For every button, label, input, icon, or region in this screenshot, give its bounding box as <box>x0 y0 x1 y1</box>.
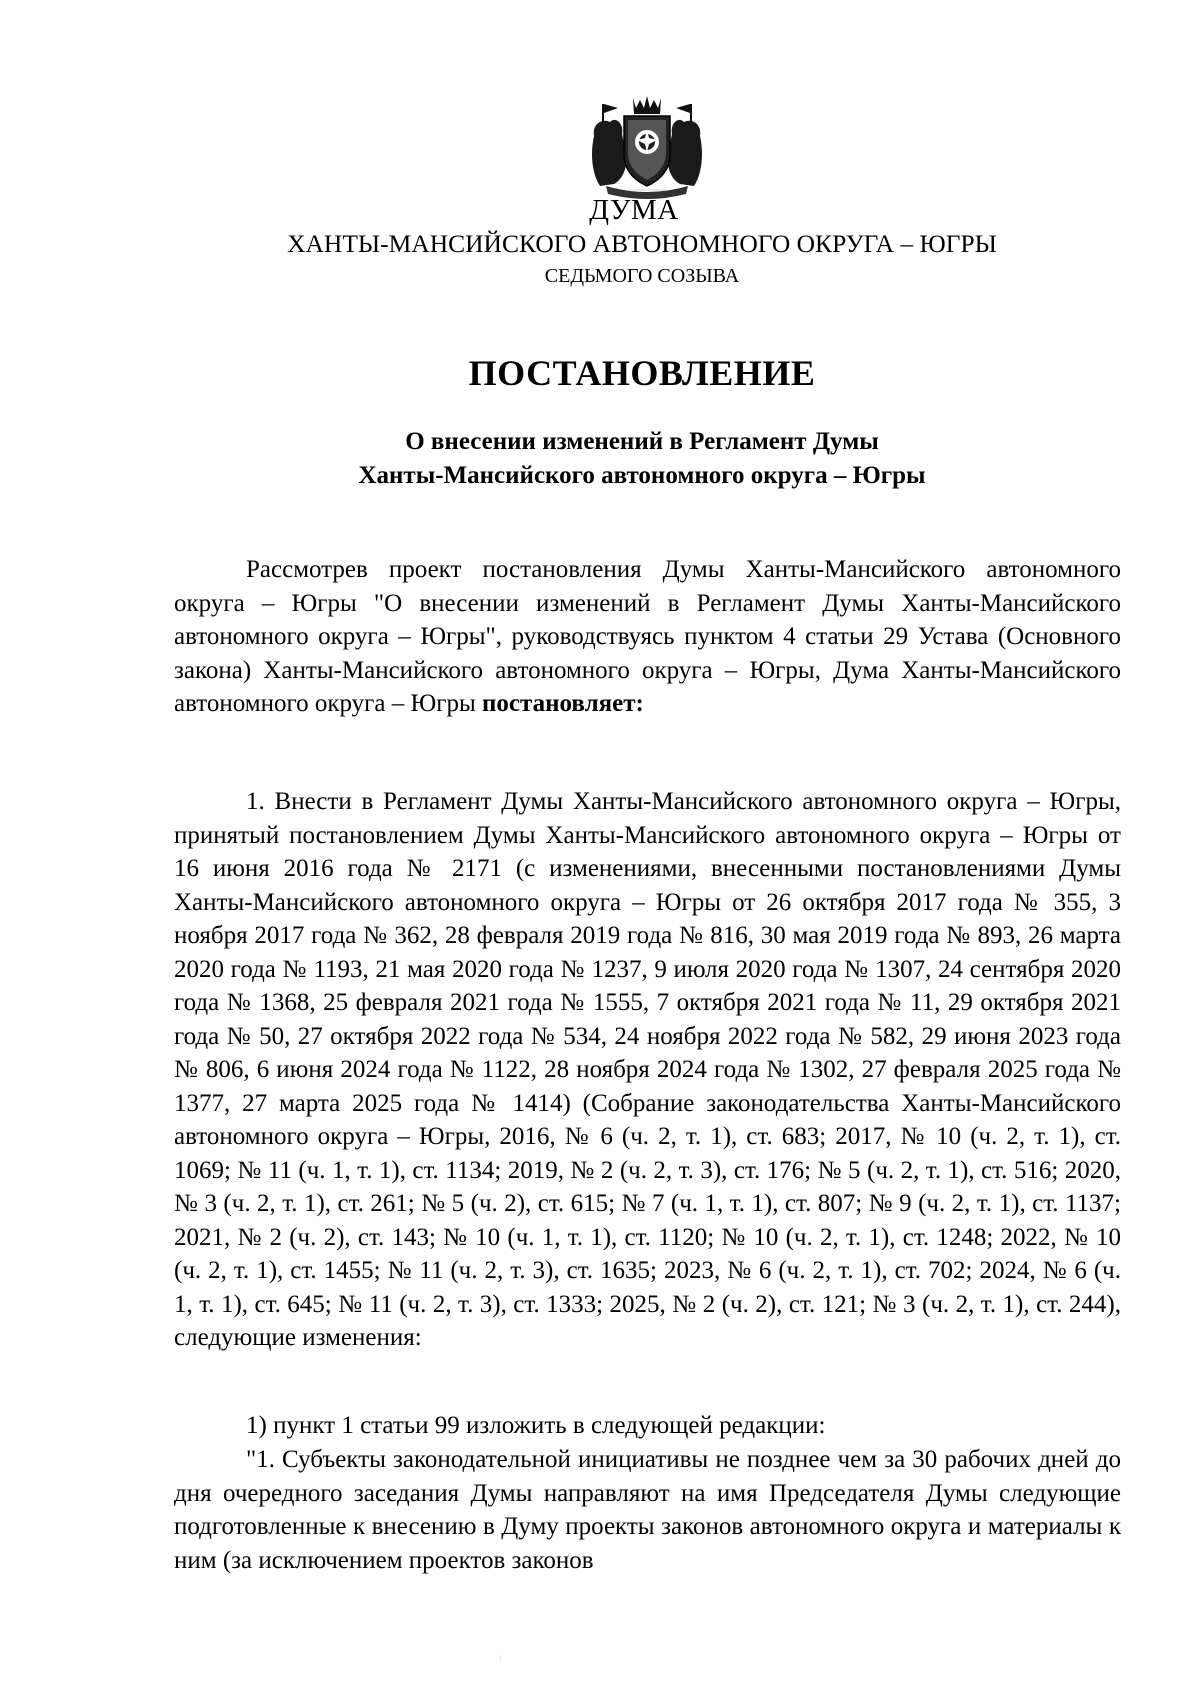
scan-mark <box>500 1655 501 1661</box>
coat-of-arms-icon <box>588 94 706 200</box>
preamble-text: Рассмотрев проект постановления Думы Ханты-Мансийского автономного округа – Югры "О внесении изменений в Регламент Думы Ханты-Мансийского автономного округа – Югры", руководствуясь пунктом 4 статьи 29 Устава (Основного закона) Ханты-Мансийского автономного округа – Югры, Дума Ханты-Мансийского автономного округа – Югры <box>174 556 1121 717</box>
document-subject-line-2: Ханты-Мансийского автономного округа – Югры <box>358 462 926 489</box>
org-region: ХАНТЫ-МАНСИЙСКОГО АВТОНОМНОГО ОКРУГА – ЮГРЫ <box>287 229 997 258</box>
preamble-decision: постановляет: <box>482 690 644 717</box>
org-convocation: СЕДЬМОГО СОЗЫВА <box>544 265 740 287</box>
preamble-paragraph <box>174 553 1121 721</box>
org-title: ДУМА <box>589 194 679 226</box>
item-1-paragraph: 1. Внести в Регламент Думы Ханты-Мансийского автономного округа – Югры, принятый постановлением Думы Ханты-Мансийского автономного округа – Югры от 16 июня 2016 года № 2171 (с изменениями, внесенными постановлениями Думы Ханты-Мансийского автономного округа – Югры от 26 октября 2017 года № 355, 3 ноября 2017 года № 362, 28 февраля 2019 года № 816, 30 мая 2019 года № 893, 26 марта 2020 года № 1193, 21 мая 2020 года № 1237, 9 июля 2020 года № 1307, 24 сентября 2020 года № 1368, 25 февраля 2021 года № 1555, 7 октября 2021 года № 11, 29 октября 2021 года № 50, 27 октября 2022 года № 534, 24 ноября 2022 года № 582, 29 июня 2023 года № 806, 6 июня 2024 года № 1122, 28 ноября 2024 года № 1302, 27 февраля 2025 года № 1377, 27 марта 2025 года № 1414) (Собрание законодательства Ханты-Мансийского автономного округа – Югры, 2016, № 6 (ч. 2, т. 1), ст. 683; 2017, № 10 (ч. 2, т. 1), ст. 1069; № 11 (ч. 1, т. 1), ст. 1134; 2019, № 2 (ч. 2, т. 3), ст. 176; № 5 (ч. 2, т. 1), ст. 516; 2020, № 3 (ч. 2, т. 1), ст. 261; № 5 (ч. 2), ст. 615; № 7 (ч. 1, т. 1), ст. 807; № 9 (ч. 2, т. 1), ст. 1137; 2021, № 2 (ч. 2), ст. 143; № 10 (ч. 1, т. 1), ст. 1120; № 10 (ч. 2, т. 1), ст. 1248; 2022, № 10 (ч. 2, т. 1), ст. 1455; № 11 (ч. 2, т. 3), ст. 1635; 2023, № 6 (ч. 2, т. 1), ст. 702; 2024, № 6 (ч. 1, т. 1), ст. 645; № 11 (ч. 2, т. 3), ст. 1333; 2025, № 2 (ч. 2), ст. 121; № 3 (ч. 2, т. 1), ст. 244), следующие изменения: <box>174 788 1121 1351</box>
quoted-text-paragraph: "1. Субъекты законодательной инициативы не позднее чем за 30 рабочих дней до дня очередного заседания Думы направляют на имя Председателя Думы следующие подготовленные к внесению в Думу проекты законов автономного округа и материалы к ним (за исключением проектов законов <box>174 1446 1121 1574</box>
document-type: ПОСТАНОВЛЕНИЕ <box>468 353 816 393</box>
document-subject-line-1: О внесении изменений в Регламент Думы <box>405 428 879 455</box>
subitem-1-paragraph: 1) пункт 1 статьи 99 изложить в следующей редакции: <box>246 1412 826 1439</box>
